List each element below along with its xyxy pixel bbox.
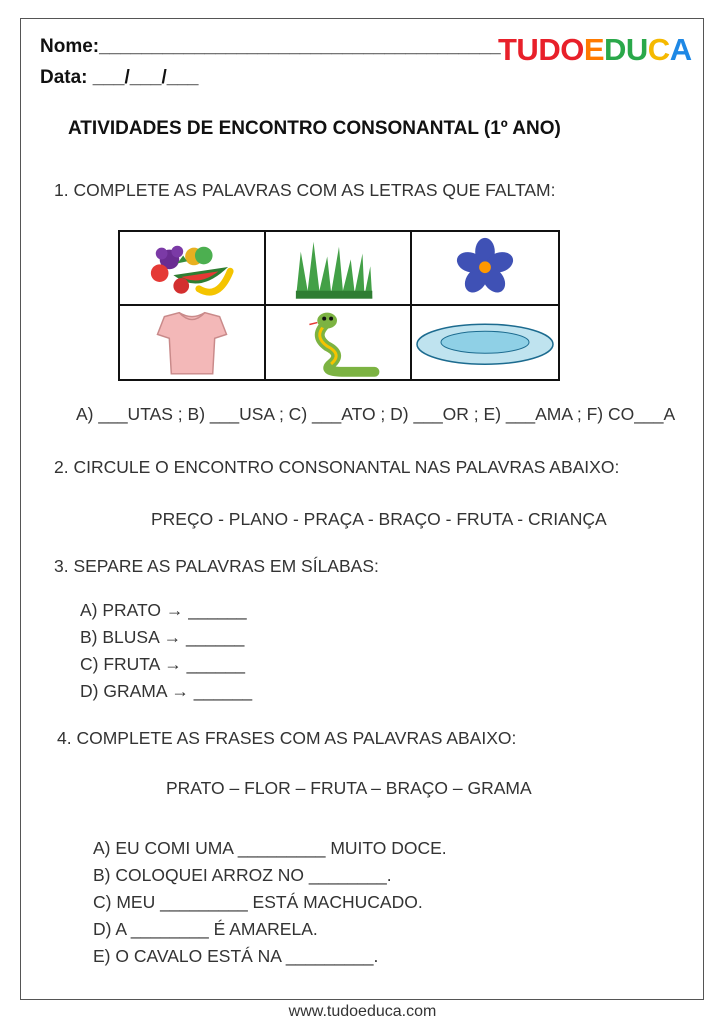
list-item: A) PRATO → ______ xyxy=(80,600,247,620)
question-2-prompt: 2. CIRCULE O ENCONTRO CONSONANTAL NAS PALAVRAS ABAIXO: xyxy=(54,457,620,477)
list-item: D) GRAMA → ______ xyxy=(80,681,253,701)
list-item: B) COLOQUEI ARROZ NO ________. xyxy=(93,865,392,885)
list-item: A) EU COMI UMA _________ MUITO DOCE. xyxy=(93,838,447,858)
list-item: D) A ________ É AMARELA. xyxy=(93,919,318,939)
logo-text-du: DU xyxy=(604,32,648,67)
footer-website: www.tudoeduca.com xyxy=(288,1003,437,1020)
logo-text-tudo: TUDO xyxy=(498,32,584,67)
page-title: ATIVIDADES DE ENCONTRO CONSONANTAL (1º ANO) xyxy=(68,118,561,139)
snake-image xyxy=(266,306,412,380)
question-2-word-list: PREÇO - PLANO - PRAÇA - BRAÇO - FRUTA - CRIANÇA xyxy=(151,509,607,529)
plate-image xyxy=(412,306,558,380)
list-item: C) FRUTA → ______ xyxy=(80,654,246,674)
blouse-image xyxy=(120,306,266,380)
question-3-prompt: 3. SEPARE AS PALAVRAS EM SÍLABAS: xyxy=(54,556,379,576)
question-1-prompt: 1. COMPLETE AS PALAVRAS COM AS LETRAS QUE FALTAM: xyxy=(54,180,556,200)
question-1-answers: A) ___UTAS ; B) ___USA ; C) ___ATO ; D) ___OR ; E) ___AMA ; F) CO___A xyxy=(76,404,676,424)
list-item: E) O CAVALO ESTÁ NA _________. xyxy=(93,946,379,966)
logo-text-c: C xyxy=(647,32,670,67)
fruits-image xyxy=(120,232,266,306)
logo-text-e: E xyxy=(583,32,605,67)
name-field-label: Nome:______________________________________ xyxy=(40,36,501,57)
tudoeduca-logo xyxy=(498,32,692,68)
question-4-word-list: PRATO – FLOR – FRUTA – BRAÇO – GRAMA xyxy=(166,778,532,798)
list-item: B) BLUSA → ______ xyxy=(80,627,245,647)
date-field-label: Data: ___/___/___ xyxy=(40,67,199,88)
grass-image xyxy=(266,232,412,306)
list-item: C) MEU _________ ESTÁ MACHUCADO. xyxy=(93,892,423,912)
image-grid xyxy=(118,230,560,381)
question-4-prompt: 4. COMPLETE AS FRASES COM AS PALAVRAS ABAIXO: xyxy=(57,728,517,748)
logo-text-a: A xyxy=(669,32,692,67)
flower-image xyxy=(412,232,558,306)
